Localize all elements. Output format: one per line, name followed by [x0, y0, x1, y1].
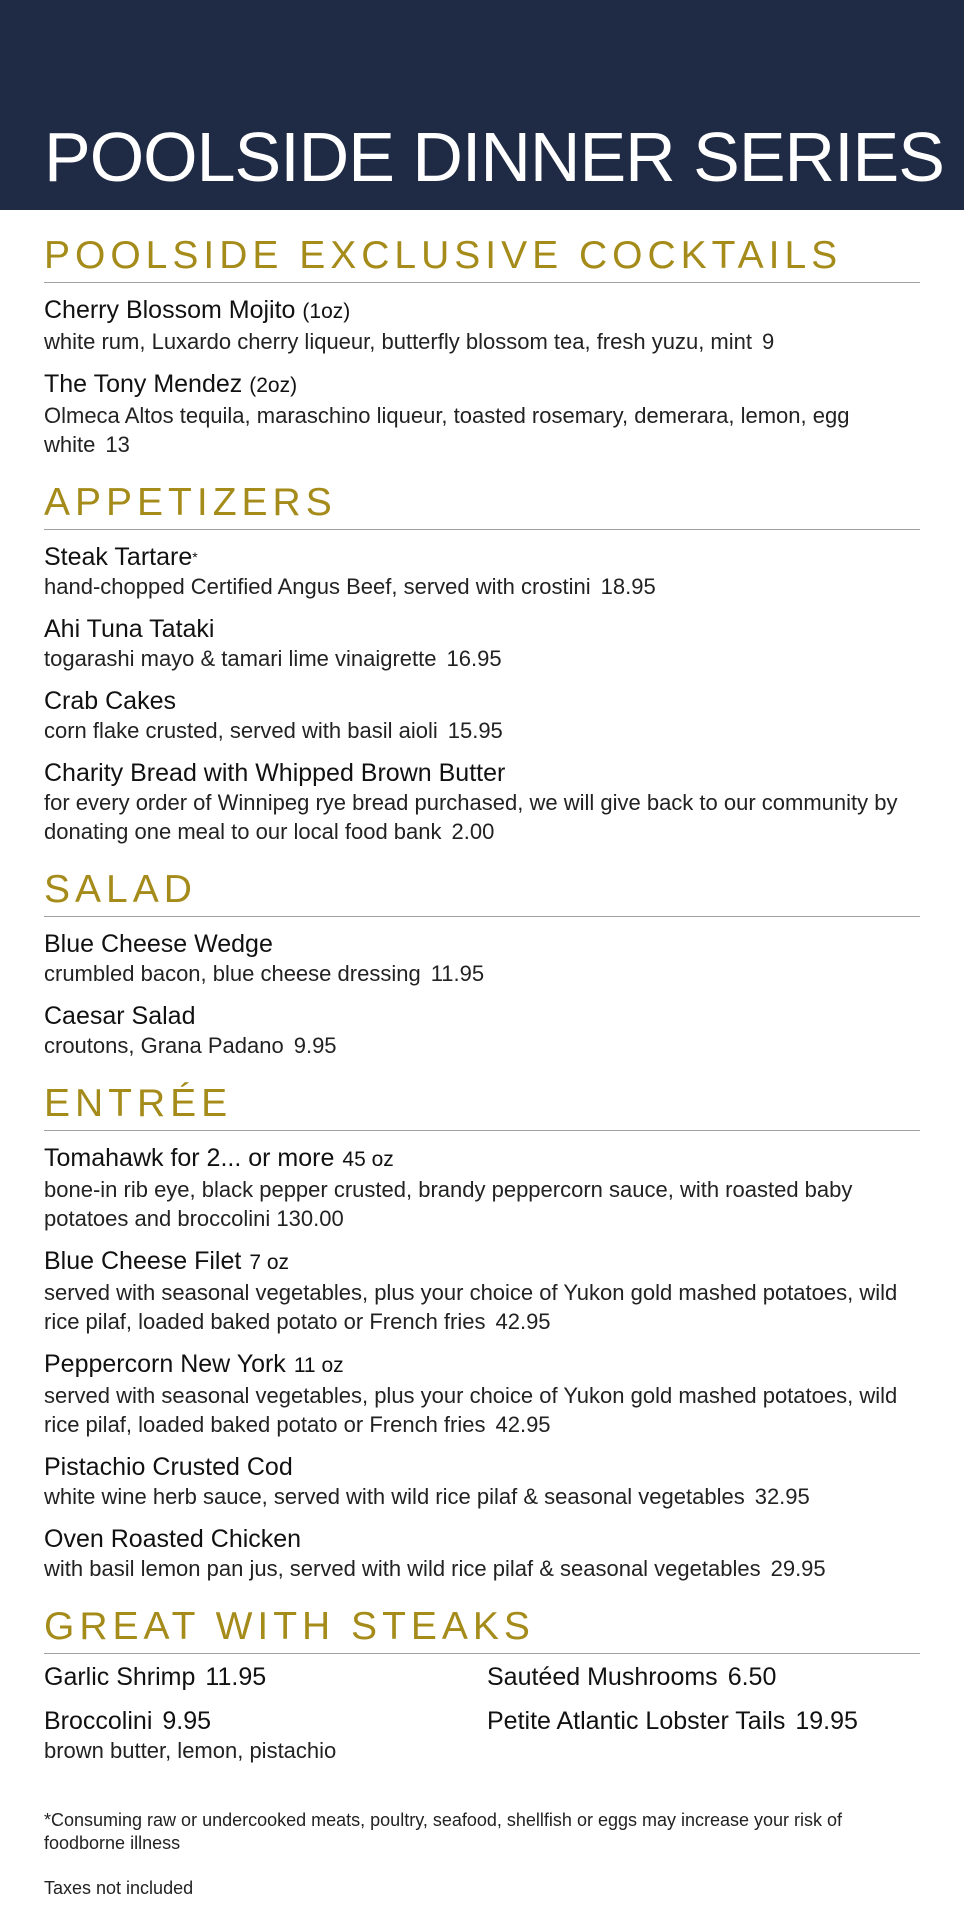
item-price: 9.95	[293, 1033, 337, 1058]
section-cocktails	[44, 236, 920, 459]
item-description: white wine herb sauce, served with wild rice pilaf & seasonal vegetables	[44, 1484, 745, 1509]
item-size: 45 oz	[342, 1148, 394, 1171]
item-name: The Tony Mendez	[44, 370, 243, 398]
item-price: 2.00	[451, 819, 495, 844]
side-item	[487, 1706, 920, 1765]
side-item	[44, 1706, 487, 1765]
item-price: 42.95	[495, 1412, 551, 1437]
item-name: Steak Tartare	[44, 543, 193, 571]
item-name: Petite Atlantic Lobster Tails	[487, 1707, 786, 1735]
section-title: ENTRÉE	[44, 1084, 920, 1131]
menu-item	[44, 1001, 920, 1060]
item-price: 15.95	[447, 718, 503, 743]
item-description: brown butter, lemon, pistachio	[44, 1738, 337, 1763]
menu-item	[44, 1452, 920, 1511]
item-name: Oven Roasted Chicken	[44, 1525, 302, 1553]
item-name: Charity Bread with Whipped Brown Butter	[44, 759, 506, 787]
item-description: for every order of Winnipeg rye bread purchased, we will give back to our community by donating one meal to our local food bank	[44, 790, 898, 844]
menu-item	[44, 369, 920, 459]
item-price: 19.95	[795, 1707, 858, 1735]
item-name: Cherry Blossom Mojito	[44, 296, 296, 324]
item-size: (2oz)	[249, 374, 298, 397]
menu-content	[0, 236, 964, 1900]
menu-item	[44, 686, 920, 745]
item-description: bone-in rib eye, black pepper crusted, brandy peppercorn sauce, with roasted baby potatoes and broccolini	[44, 1177, 853, 1231]
menu-item	[44, 1246, 920, 1336]
item-name: Crab Cakes	[44, 687, 176, 715]
item-description: hand-chopped Certified Angus Beef, served with crostini	[44, 574, 591, 599]
item-price: 9.95	[162, 1707, 212, 1735]
item-price: 13	[105, 432, 130, 457]
item-description: croutons, Grana Padano	[44, 1033, 284, 1058]
section-title: SALAD	[44, 870, 920, 917]
side-item	[44, 1662, 487, 1692]
item-description: Olmeca Altos tequila, maraschino liqueur, toasted rosemary, demerara, lemon, egg white	[44, 403, 850, 457]
item-size: (1oz)	[302, 300, 351, 323]
section-title: GREAT WITH STEAKS	[44, 1607, 920, 1654]
raw-warning-asterisk: *	[192, 549, 198, 565]
item-name: Tomahawk for 2... or more	[44, 1144, 335, 1172]
item-price: 42.95	[495, 1309, 551, 1334]
item-name: Caesar Salad	[44, 1002, 196, 1030]
item-price: 16.95	[446, 646, 502, 671]
item-price: 29.95	[770, 1556, 826, 1581]
item-price: 11.95	[430, 961, 485, 986]
item-name: Garlic Shrimp	[44, 1663, 196, 1691]
page-title: POOLSIDE DINNER SERIES	[44, 118, 944, 196]
menu-item	[44, 1143, 920, 1233]
item-name: Blue Cheese Wedge	[44, 930, 273, 958]
item-description: white rum, Luxardo cherry liqueur, butterfly blossom tea, fresh yuzu, mint	[44, 329, 752, 354]
item-description: togarashi mayo & tamari lime vinaigrette	[44, 646, 437, 671]
menu-item	[44, 614, 920, 673]
section-title: POOLSIDE EXCLUSIVE COCKTAILS	[44, 236, 920, 283]
item-price: 11.95	[205, 1663, 267, 1691]
raw-food-disclaimer: *Consuming raw or undercooked meats, poultry, seafood, shellfish or eggs may increase your risk of foodborne illness	[44, 1810, 843, 1853]
item-description: served with seasonal vegetables, plus your choice of Yukon gold mashed potatoes, wild rice pilaf, loaded baked potato or French fries	[44, 1280, 898, 1334]
item-description: served with seasonal vegetables, plus your choice of Yukon gold mashed potatoes, wild rice pilaf, loaded baked potato or French fries	[44, 1383, 898, 1437]
menu-item	[44, 542, 920, 601]
item-description: corn flake crusted, served with basil aioli	[44, 718, 438, 743]
menu-item	[44, 929, 920, 988]
item-name: Broccolini	[44, 1707, 153, 1735]
section-entree	[44, 1084, 920, 1583]
section-salad	[44, 870, 920, 1060]
menu-item	[44, 1524, 920, 1583]
item-size: 7 oz	[249, 1251, 290, 1274]
item-price: 6.50	[727, 1663, 777, 1691]
item-price: 130.00	[276, 1206, 344, 1231]
section-appetizers	[44, 483, 920, 846]
item-price: 32.95	[754, 1484, 810, 1509]
section-title: APPETIZERS	[44, 483, 920, 530]
section-great-with-steaks	[44, 1607, 920, 1779]
item-name: Ahi Tuna Tataki	[44, 615, 215, 643]
item-name: Peppercorn New York	[44, 1350, 286, 1378]
item-name: Sautéed Mushrooms	[487, 1663, 718, 1691]
item-description: with basil lemon pan jus, served with wild rice pilaf & seasonal vegetables	[44, 1556, 761, 1581]
item-name: Blue Cheese Filet	[44, 1247, 242, 1275]
taxes-note: Taxes not included	[44, 1878, 194, 1898]
header-banner	[0, 0, 964, 210]
item-description: crumbled bacon, blue cheese dressing	[44, 961, 421, 986]
item-name: Pistachio Crusted Cod	[44, 1453, 293, 1481]
menu-item	[44, 295, 920, 356]
item-price: 18.95	[600, 574, 656, 599]
sides-grid	[44, 1654, 920, 1779]
item-price: 9	[761, 329, 775, 354]
menu-item	[44, 758, 920, 846]
side-item	[487, 1662, 920, 1692]
item-size: 11 oz	[293, 1354, 344, 1377]
menu-item	[44, 1349, 920, 1439]
